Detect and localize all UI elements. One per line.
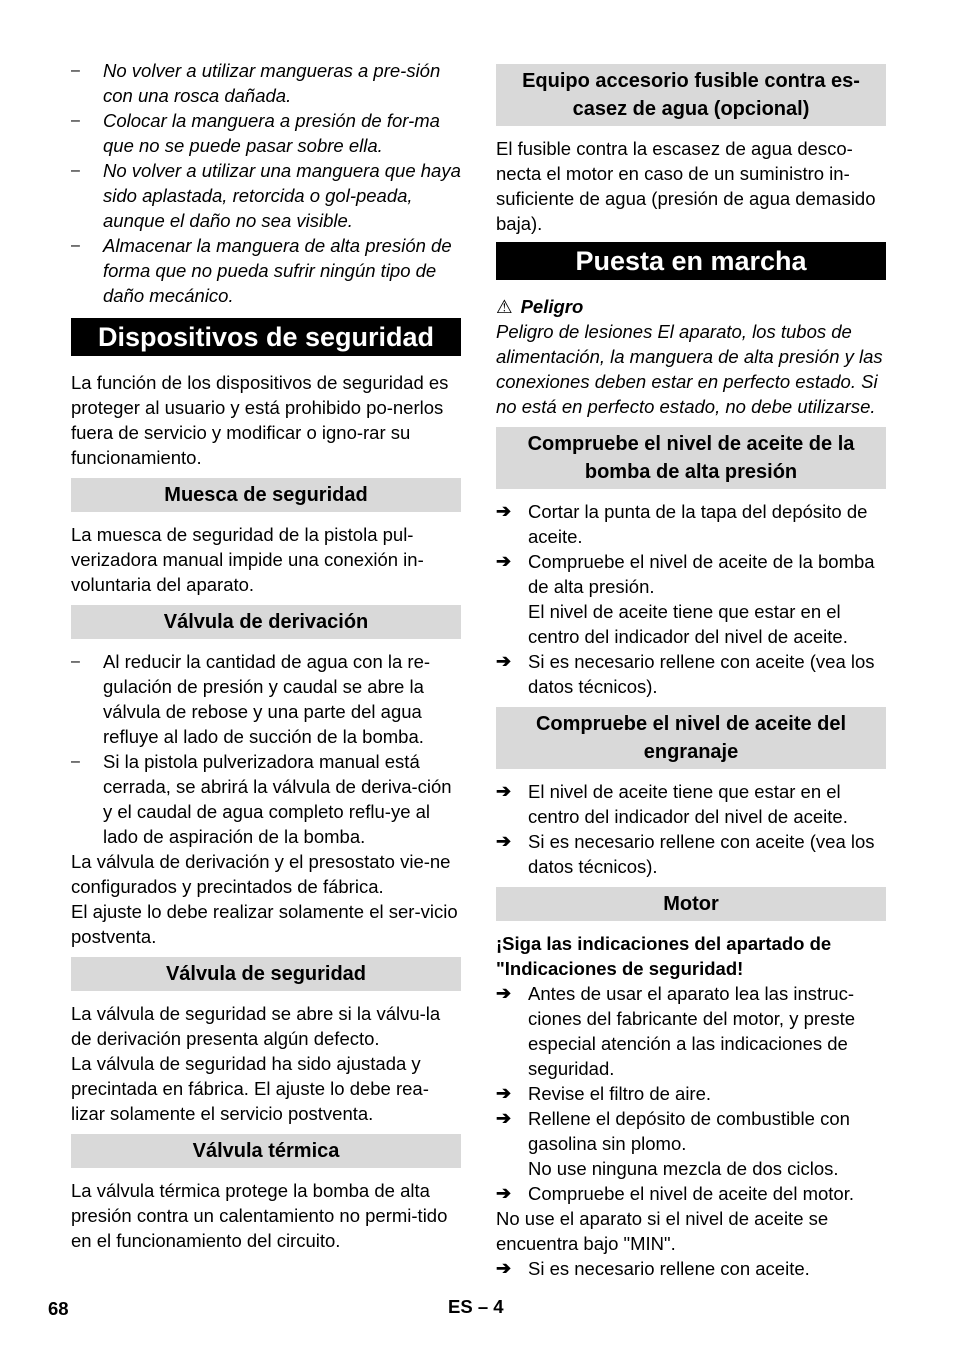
paragraph: El ajuste lo debe realizar solamente el ser-vicio postventa.: [71, 901, 458, 947]
heading-puesta-en-marcha: Puesta en marcha: [496, 242, 886, 280]
section-page: ES – 4: [448, 1296, 504, 1317]
paragraph: La válvula de seguridad ha sido ajustada y precintada en fábrica. El ajuste lo debe rea-lizar solamente el servicio postventa.: [71, 1053, 429, 1124]
paragraph: La válvula de seguridad se abre si la válvu-la de derivación presenta algún defecto.: [71, 1003, 441, 1049]
step-item: ➔ Si es necesario rellene con aceite (vea los datos técnicos).: [496, 651, 875, 697]
list-item: – Almacenar la manguera de alta presión de forma que no pueda sufrir ningún tipo de daño mecánico.: [71, 233, 461, 308]
heading-valvula-derivacion: Válvula de derivación: [71, 605, 461, 639]
step-item: ➔ Antes de usar el aparato lea las instruc-ciones del fabricante del motor, y preste especial atención a las indicaciones de seguridad.: [496, 983, 856, 1079]
page-number: 68: [48, 1298, 69, 1319]
step-item: ➔ El nivel de aceite tiene que estar en el centro del indicador del nivel de aceite.: [496, 781, 848, 827]
paragraph: No use el aparato si el nivel de aceite se encuentra bajo "MIN".: [496, 1208, 829, 1254]
step-item: ➔ Compruebe el nivel de aceite de la bomba de alta presión.: [496, 551, 875, 597]
step-item: ➔ Revise el filtro de aire.: [496, 1083, 712, 1104]
paragraph: La válvula térmica protege la bomba de alta presión contra un calentamiento no permi-tido en el funcionamiento del circuito.: [71, 1180, 448, 1251]
step-item: ➔ Si es necesario rellene con aceite (vea los datos técnicos).: [496, 831, 875, 877]
paragraph: La función de los dispositivos de seguridad es proteger al usuario y está prohibido po-nerlos fuera de servicio y modificar o igno-rar su funcionamiento.: [71, 372, 449, 468]
list-item: – Colocar la manguera a presión de for-ma que no se puede pasar sobre ella.: [71, 108, 461, 158]
right-column: [496, 64, 886, 1281]
list-item: – No volver a utilizar una manguera que haya sido aplastada, retorcida o gol-peada, aunque el daño no sea visible.: [71, 158, 461, 233]
warning-text: Peligro de lesiones El aparato, los tubos de alimentación, la manguera de alta presión y las conexiones deben estar en perfecto estado. Si no está en perfecto estado, no debe utilizarse.: [496, 321, 883, 417]
arrow-icon: ➔: [496, 651, 512, 671]
list-item: – Si la pistola pulverizadora manual está cerrada, se abrirá la válvula de deriva-ción y el caudal de agua completo reflu-ye al lado de aspiración de la bomba.: [71, 749, 461, 849]
arrow-icon: ➔: [496, 831, 512, 851]
left-column: [71, 58, 461, 1253]
step-item: ➔ Si es necesario rellene con aceite.: [496, 1258, 810, 1279]
heading-dispositivos: Dispositivos de seguridad: [71, 318, 461, 356]
heading-muesca: Muesca de seguridad: [71, 478, 461, 512]
arrow-icon: ➔: [496, 1258, 512, 1278]
list-item: – No volver a utilizar mangueras a pre-sión con una rosca dañada.: [71, 58, 461, 108]
step-item: ➔ Cortar la punta de la tapa del depósito de aceite.: [496, 501, 868, 547]
heading-fusible: Equipo accesorio fusible contra es-casez de agua (opcional): [496, 64, 886, 126]
heading-valvula-seguridad: Válvula de seguridad: [71, 957, 461, 991]
arrow-icon: ➔: [496, 551, 512, 571]
arrow-icon: ➔: [496, 1083, 512, 1103]
arrow-icon: ➔: [496, 983, 512, 1003]
step-note: El nivel de aceite tiene que estar en el centro del indicador del nivel de aceite.: [528, 601, 848, 647]
paragraph: La válvula de derivación y el presostato vie-ne configurados y precintados de fábrica.: [71, 851, 451, 897]
step-item: ➔ Rellene el depósito de combustible con gasolina sin plomo.: [496, 1108, 850, 1154]
arrow-icon: ➔: [496, 781, 512, 801]
warning-icon: ⚠: [496, 296, 513, 317]
hose-list: [71, 58, 461, 308]
paragraph: El fusible contra la escasez de agua desco-necta el motor en caso de un suministro in-suficiente de agua (presión de agua demasido baja).: [496, 138, 876, 234]
warning-label: ⚠ Peligro: [496, 296, 584, 317]
arrow-icon: ➔: [496, 501, 512, 521]
step-note: No use ninguna mezcla de dos ciclos.: [528, 1158, 839, 1179]
paragraph: La muesca de seguridad de la pistola pul-verizadora manual impide una conexión in-voluntaria del aparato.: [71, 524, 424, 595]
heading-aceite-bomba: Compruebe el nivel de aceite de la bomba de alta presión: [496, 427, 886, 489]
step-item: ➔ Compruebe el nivel de aceite del motor.: [496, 1183, 854, 1204]
arrow-icon: ➔: [496, 1183, 512, 1203]
list-item: – Al reducir la cantidad de agua con la re-gulación de presión y caudal se abre la válvula de rebose y una parte del agua refluye al lado de succión de la bomba.: [71, 649, 461, 749]
heading-motor: Motor: [496, 887, 886, 921]
arrow-icon: ➔: [496, 1108, 512, 1128]
heading-valvula-termica: Válvula térmica: [71, 1134, 461, 1168]
heading-aceite-engranaje: Compruebe el nivel de aceite del engranaje: [496, 707, 886, 769]
motor-notice: ¡Siga las indicaciones del apartado de "Indicaciones de seguridad!: [496, 933, 832, 979]
